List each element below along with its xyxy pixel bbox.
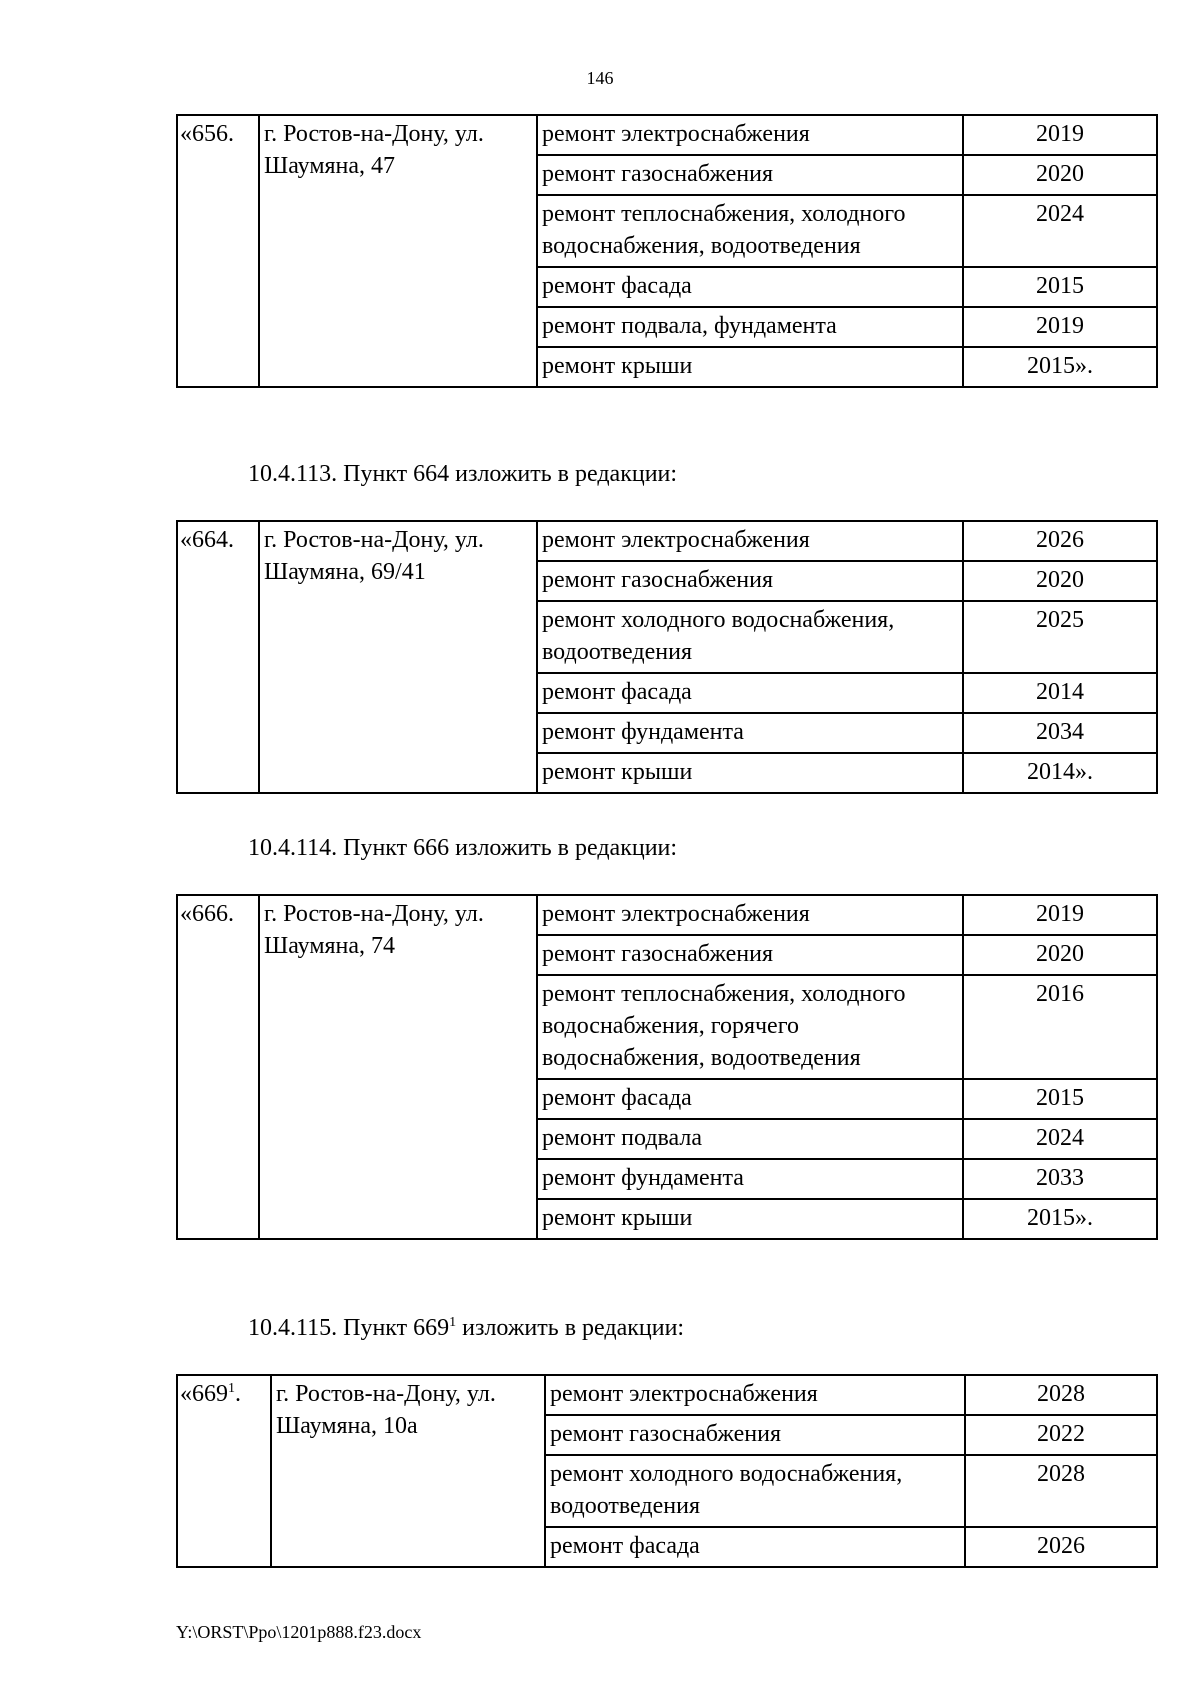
repair-table <box>176 1374 1158 1568</box>
table-row <box>177 895 1157 935</box>
work-cell: ремонт подвала <box>537 1119 963 1159</box>
instruction-paragraph: 10.4.113. Пункт 664 изложить в редакции: <box>248 461 678 487</box>
address-cell: г. Ростов-на-Дону, ул. Шаумяна, 10а <box>271 1375 545 1567</box>
year-cell: 2019 <box>963 115 1157 155</box>
table-item-669-1 <box>176 1374 1156 1568</box>
year-cell: 2020 <box>963 935 1157 975</box>
year-cell: 2028 <box>965 1375 1157 1415</box>
instruction-prefix: 10.4.115. Пункт 669 <box>248 1315 450 1341</box>
year-cell: 2015 <box>963 267 1157 307</box>
year-cell: 2015 <box>963 1079 1157 1119</box>
work-cell: ремонт крыши <box>537 1199 963 1239</box>
year-cell: 2019 <box>963 307 1157 347</box>
year-cell: 2014 <box>963 673 1157 713</box>
address-cell: г. Ростов-на-Дону, ул. Шаумяна, 69/41 <box>259 521 537 793</box>
work-cell: ремонт фасада <box>545 1527 965 1567</box>
address-cell: г. Ростов-на-Дону, ул. Шаумяна, 74 <box>259 895 537 1239</box>
superscript-index: 1 <box>228 1381 235 1396</box>
work-cell: ремонт электроснабжения <box>537 895 963 935</box>
instruction-suffix: изложить в редакции: <box>456 1315 685 1341</box>
year-cell: 2019 <box>963 895 1157 935</box>
work-cell: ремонт электроснабжения <box>545 1375 965 1415</box>
table-item-664 <box>176 520 1156 794</box>
year-cell: 2015». <box>963 347 1157 387</box>
year-cell: 2028 <box>965 1455 1157 1527</box>
year-cell: 2025 <box>963 601 1157 673</box>
year-cell: 2026 <box>963 521 1157 561</box>
item-number: «664. <box>177 521 259 793</box>
work-cell: ремонт газоснабжения <box>537 935 963 975</box>
item-number-prefix: «669 <box>180 1381 228 1407</box>
work-cell: ремонт холодного водоснабжения, водоотведения <box>545 1455 965 1527</box>
year-cell: 2026 <box>965 1527 1157 1567</box>
table-item-656 <box>176 114 1156 388</box>
item-number: «666. <box>177 895 259 1239</box>
work-cell: ремонт холодного водоснабжения, водоотведения <box>537 601 963 673</box>
instruction-paragraph: 10.4.114. Пункт 666 изложить в редакции: <box>248 835 678 861</box>
item-number <box>177 1375 271 1567</box>
year-cell: 2020 <box>963 561 1157 601</box>
work-cell: ремонт газоснабжения <box>545 1415 965 1455</box>
repair-table <box>176 894 1158 1240</box>
work-cell: ремонт электроснабжения <box>537 115 963 155</box>
year-cell: 2024 <box>963 195 1157 267</box>
work-cell: ремонт крыши <box>537 753 963 793</box>
table-row <box>177 521 1157 561</box>
year-cell: 2020 <box>963 155 1157 195</box>
work-cell: ремонт газоснабжения <box>537 561 963 601</box>
year-cell: 2024 <box>963 1119 1157 1159</box>
repair-table <box>176 520 1158 794</box>
year-cell: 2015». <box>963 1199 1157 1239</box>
table-row <box>177 1375 1157 1415</box>
work-cell: ремонт электроснабжения <box>537 521 963 561</box>
work-cell: ремонт теплоснабжения, холодного водоснабжения, водоотведения <box>537 195 963 267</box>
year-cell: 2016 <box>963 975 1157 1079</box>
address-cell: г. Ростов-на-Дону, ул. Шаумяна, 47 <box>259 115 537 387</box>
work-cell: ремонт фундамента <box>537 713 963 753</box>
year-cell: 2022 <box>965 1415 1157 1455</box>
work-cell: ремонт крыши <box>537 347 963 387</box>
page-number: 146 <box>586 68 614 88</box>
year-cell: 2034 <box>963 713 1157 753</box>
item-number: «656. <box>177 115 259 387</box>
item-number-suffix: . <box>235 1381 241 1407</box>
superscript-index: 1 <box>449 1315 457 1330</box>
year-cell: 2014». <box>963 753 1157 793</box>
table-row <box>177 115 1157 155</box>
year-cell: 2033 <box>963 1159 1157 1199</box>
instruction-paragraph <box>248 1312 684 1344</box>
work-cell: ремонт фундамента <box>537 1159 963 1199</box>
repair-table <box>176 114 1158 388</box>
table-item-666 <box>176 894 1156 1240</box>
work-cell: ремонт теплоснабжения, холодного водоснабжения, горячего водоснабжения, водоотведения <box>537 975 963 1079</box>
work-cell: ремонт фасада <box>537 673 963 713</box>
work-cell: ремонт фасада <box>537 267 963 307</box>
work-cell: ремонт газоснабжения <box>537 155 963 195</box>
work-cell: ремонт фасада <box>537 1079 963 1119</box>
file-path-footer: Y:\ORST\Ppo\1201p888.f23.docx <box>176 1622 422 1642</box>
work-cell: ремонт подвала, фундамента <box>537 307 963 347</box>
